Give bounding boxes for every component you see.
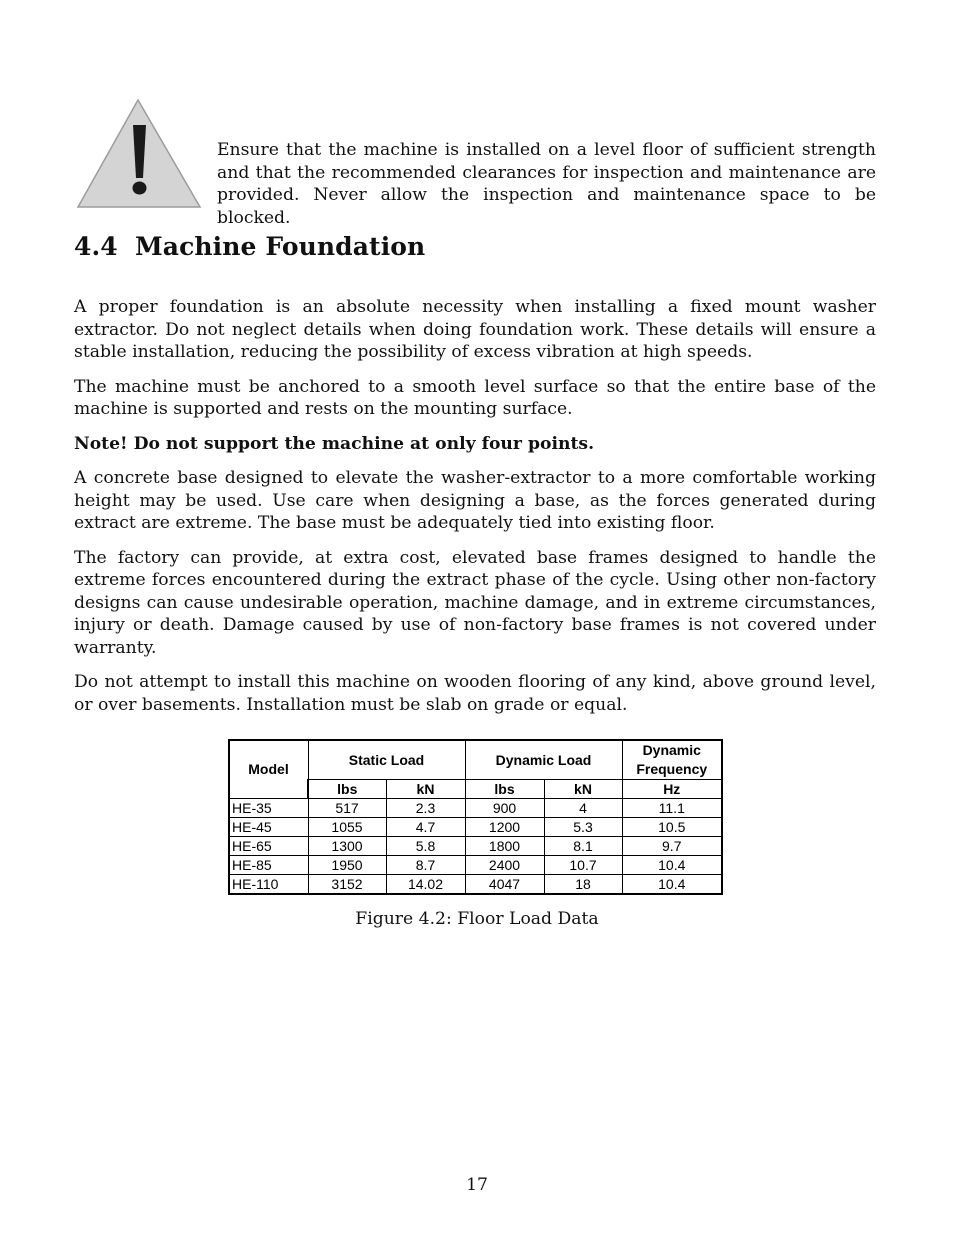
table-cell: 11.1 (622, 799, 722, 818)
unit-header: lbs (465, 780, 544, 799)
body-copy (74, 296, 876, 728)
table-row (229, 818, 722, 837)
floor-load-table (228, 739, 723, 895)
section-number: 4.4 (74, 232, 118, 261)
table-cell: 18 (544, 875, 622, 895)
table-row (229, 799, 722, 818)
table-cell: 10.7 (544, 856, 622, 875)
table-cell: 8.1 (544, 837, 622, 856)
table-cell: 4.7 (386, 818, 465, 837)
table-cell: 2.3 (386, 799, 465, 818)
unit-header: lbs (308, 780, 386, 799)
table-cell: 8.7 (386, 856, 465, 875)
model-cell: HE-45 (229, 818, 308, 837)
warning-exclamation-icon (76, 98, 202, 210)
table-row (229, 856, 722, 875)
table-cell: 1300 (308, 837, 386, 856)
model-cell: HE-65 (229, 837, 308, 856)
table-cell: 1950 (308, 856, 386, 875)
table-cell: 2400 (465, 856, 544, 875)
unit-header: kN (544, 780, 622, 799)
table-cell: 5.3 (544, 818, 622, 837)
header-dynamic-load: Dynamic Load (465, 740, 622, 780)
paragraph: A concrete base designed to elevate the washer-extractor to a more comfortable working height may be used. Use care when designing a base, as the forces generated during extract are extreme. The base must be adequately tied into existing floor. (74, 468, 876, 533)
paragraph: A proper foundation is an absolute necessity when installing a fixed mount washer extractor. Do not neglect details when doing foundation work. These details will ensure a stable installation, reducing the possibility of excess vibration at high speeds. (74, 297, 876, 362)
table-cell: 9.7 (622, 837, 722, 856)
paragraph: The factory can provide, at extra cost, elevated base frames designed to handle the extreme forces encountered during the extract phase of the cycle. Using other non-factory designs can cause undesirable operation, machine damage, and in extreme circumstances, injury or death. Damage caused by use of non-factory base frames is not covered under warranty. (74, 547, 876, 658)
table-cell: 10.4 (622, 875, 722, 895)
model-cell: HE-110 (229, 875, 308, 895)
table-cell: 4 (544, 799, 622, 818)
paragraph: Do not attempt to install this machine on wooden flooring of any kind, above ground level, or over basements. Installation must be slab on grade or equal. (74, 672, 876, 715)
model-cell: HE-35 (229, 799, 308, 818)
table-cell: 900 (465, 799, 544, 818)
table-cell: 1200 (465, 818, 544, 837)
table-row (229, 875, 722, 895)
page-number: 17 (466, 1175, 488, 1195)
table-cell: 10.5 (622, 818, 722, 837)
table-cell: 14.02 (386, 875, 465, 895)
table-cell: 517 (308, 799, 386, 818)
warning-text: Ensure that the machine is installed on a level floor of sufficient strength and that the recommended clearances for inspection and maintenance are provided. Never allow the inspection and maintenance space to be blocked. (217, 140, 876, 228)
table-cell: 5.8 (386, 837, 465, 856)
table-cell: 3152 (308, 875, 386, 895)
table-cell: 1800 (465, 837, 544, 856)
unit-header: kN (386, 780, 465, 799)
header-model: Model (229, 740, 308, 799)
header-static-load: Static Load (308, 740, 465, 780)
figure-caption: Figure 4.2: Floor Load Data (355, 909, 599, 929)
table-cell: 1055 (308, 818, 386, 837)
section-heading (74, 232, 425, 261)
unit-header: Hz (622, 780, 722, 799)
model-cell: HE-85 (229, 856, 308, 875)
header-dynamic-frequency: Dynamic Frequency (622, 740, 722, 780)
table-row (229, 837, 722, 856)
table-cell: 4047 (465, 875, 544, 895)
paragraph: The machine must be anchored to a smooth level surface so that the entire base of the machine is supported and rests on the mounting surface. (74, 376, 876, 419)
table-cell: 10.4 (622, 856, 722, 875)
note-paragraph: Note! Do not support the machine at only four points. (74, 433, 595, 454)
section-title: Machine Foundation (135, 232, 426, 261)
